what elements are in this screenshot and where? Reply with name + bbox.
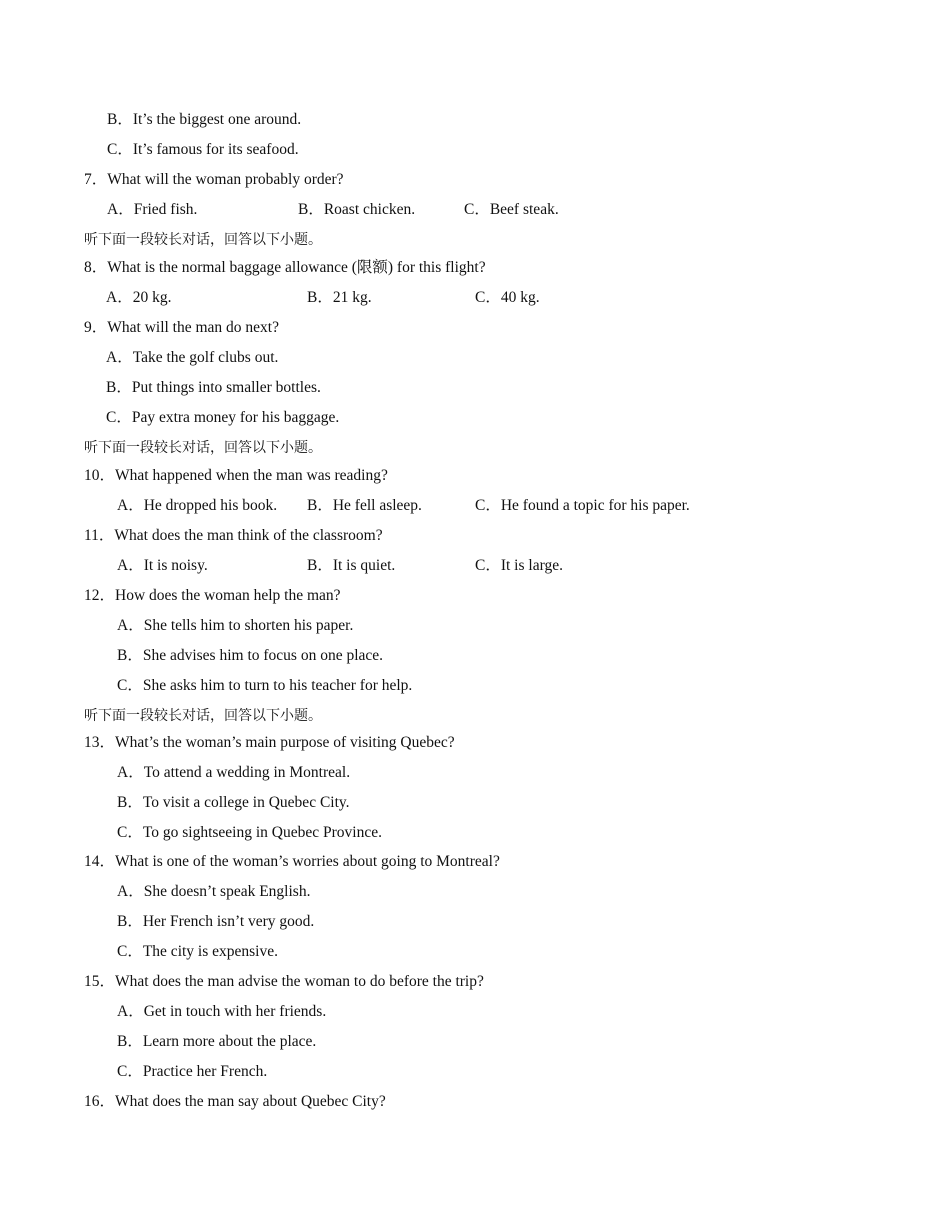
option-8b: B．21 kg. [307, 289, 372, 306]
option-12a: A．She tells him to shorten his paper. [117, 617, 354, 634]
option-6c: C．It’s famous for its seafood. [107, 141, 299, 158]
option-14b: B．Her French isn’t very good. [117, 913, 315, 930]
option-10b: B．He fell asleep. [307, 497, 422, 514]
option-7c: C．Beef steak. [464, 201, 559, 218]
question-11: 11．What does the man think of the classroom? [84, 527, 383, 544]
option-12c: C．She asks him to turn to his teacher for help. [117, 677, 413, 694]
section-instruction-1: 听下面一段较长对话，回答以下小题。 [84, 232, 322, 248]
option-7b: B．Roast chicken. [298, 201, 416, 218]
option-11c: C．It is large. [475, 557, 563, 574]
question-15: 15．What does the man advise the woman to do before the trip? [84, 973, 484, 990]
option-7a: A．Fried fish. [107, 201, 198, 218]
option-15c: C．Practice her French. [117, 1063, 268, 1080]
option-13b: B．To visit a college in Quebec City. [117, 794, 350, 811]
option-13a: A．To attend a wedding in Montreal. [117, 764, 351, 781]
question-14: 14．What is one of the woman’s worries about going to Montreal? [84, 853, 500, 870]
question-16: 16．What does the man say about Quebec City? [84, 1093, 386, 1110]
option-6b: B．It’s the biggest one around. [107, 111, 302, 128]
question-9: 9．What will the man do next? [84, 319, 279, 336]
option-9a: A．Take the golf clubs out. [106, 349, 279, 366]
question-8: 8．What is the normal baggage allowance (限额) for this flight? [84, 259, 486, 276]
question-7: 7．What will the woman probably order? [84, 171, 344, 188]
option-10a: A．He dropped his book. [117, 497, 278, 514]
option-11a: A．It is noisy. [117, 557, 208, 574]
option-8c: C．40 kg. [475, 289, 540, 306]
option-9c: C．Pay extra money for his baggage. [106, 409, 340, 426]
option-14a: A．She doesn’t speak English. [117, 883, 311, 900]
option-12b: B．She advises him to focus on one place. [117, 647, 384, 664]
option-10c: C．He found a topic for his paper. [475, 497, 690, 514]
option-8a: A．20 kg. [106, 289, 172, 306]
question-12: 12．How does the woman help the man? [84, 587, 341, 604]
question-10: 10．What happened when the man was reading? [84, 467, 388, 484]
option-11b: B．It is quiet. [307, 557, 396, 574]
option-14c: C．The city is expensive. [117, 943, 278, 960]
section-instruction-3: 听下面一段较长对话，回答以下小题。 [84, 708, 322, 724]
question-13: 13．What’s the woman’s main purpose of visiting Quebec? [84, 734, 455, 751]
option-15b: B．Learn more about the place. [117, 1033, 317, 1050]
option-15a: A．Get in touch with her friends. [117, 1003, 327, 1020]
option-9b: B．Put things into smaller bottles. [106, 379, 321, 396]
section-instruction-2: 听下面一段较长对话，回答以下小题。 [84, 440, 322, 456]
option-13c: C．To go sightseeing in Quebec Province. [117, 824, 382, 841]
